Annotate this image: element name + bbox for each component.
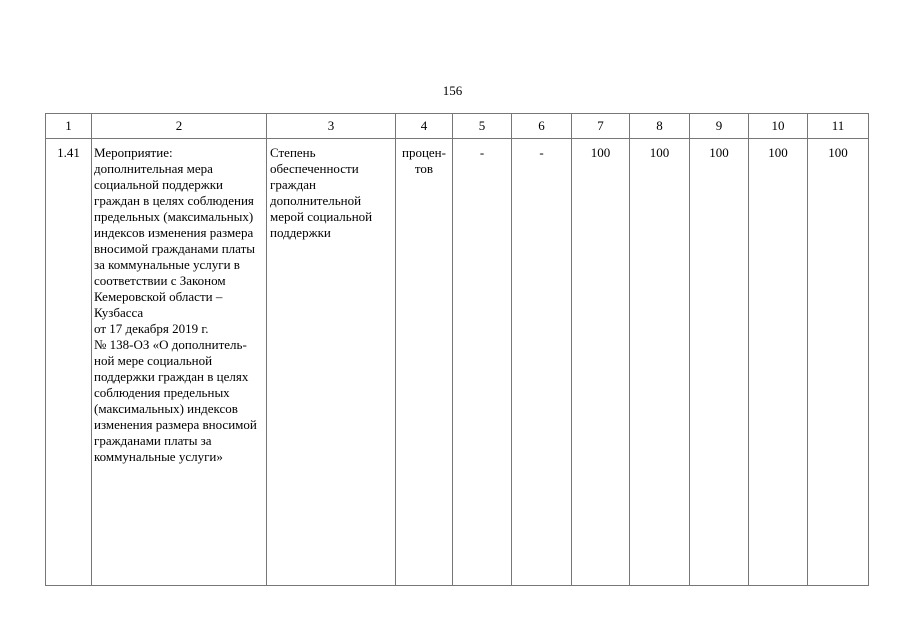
column-header: 4 xyxy=(396,114,453,139)
column-header: 3 xyxy=(267,114,396,139)
page-number: 156 xyxy=(442,83,463,98)
text-line: Степень xyxy=(270,145,316,160)
value-9: 100 xyxy=(690,139,749,586)
column-header: 9 xyxy=(690,114,749,139)
value-7: 100 xyxy=(572,139,630,586)
column-header: 10 xyxy=(749,114,808,139)
text-line: от 17 декабря 2019 г. xyxy=(94,321,209,336)
value-11: 100 xyxy=(808,139,869,586)
text-line: № 138-ОЗ «О дополнитель- xyxy=(94,337,247,352)
row-number: 1.41 xyxy=(46,139,92,586)
text-line: (максимальных) индексов xyxy=(94,401,238,416)
measure-name-cell xyxy=(92,139,267,586)
column-header: 7 xyxy=(572,114,630,139)
text-line: Кемеровской области – xyxy=(94,289,223,304)
text-line: коммунальные услуги» xyxy=(94,449,223,464)
text-line: изменения размера вносимой xyxy=(94,417,257,432)
text-line: обеспеченности xyxy=(270,161,359,176)
value-10: 100 xyxy=(749,139,808,586)
text-line: Кузбасса xyxy=(94,305,144,320)
text-line: процен- xyxy=(402,145,446,160)
indicator-name-cell xyxy=(267,139,396,586)
column-header: 1 xyxy=(46,114,92,139)
text-line: тов xyxy=(414,161,434,176)
text-line: граждан xyxy=(270,177,316,192)
value-5: - xyxy=(453,139,512,586)
text-line: социальной поддержки xyxy=(94,177,223,192)
text-line: соответствии с Законом xyxy=(94,273,226,288)
text-line: поддержки xyxy=(270,225,331,240)
text-line: мерой социальной xyxy=(270,209,373,224)
column-header: 11 xyxy=(808,114,869,139)
unit xyxy=(396,145,452,177)
text-line: индексов изменения размера xyxy=(94,225,254,240)
column-header: 2 xyxy=(92,114,267,139)
value-6: - xyxy=(512,139,572,586)
indicator-table xyxy=(45,113,869,586)
unit-cell xyxy=(396,139,453,586)
text-line: предельных (максимальных) xyxy=(94,209,254,224)
column-header: 5 xyxy=(453,114,512,139)
text-line: поддержки граждан в целях xyxy=(94,369,249,384)
text-line: Мероприятие: xyxy=(94,145,173,160)
text-line: дополнительной xyxy=(270,193,362,208)
indicator-name xyxy=(270,145,395,241)
column-header: 6 xyxy=(512,114,572,139)
text-line: гражданами платы за xyxy=(94,433,212,448)
text-line: вносимой гражданами платы xyxy=(94,241,256,256)
text-line: за коммунальные услуги в xyxy=(94,257,240,272)
table-row xyxy=(46,139,869,586)
text-line: ной мере социальной xyxy=(94,353,213,368)
text-line: дополнительная мера xyxy=(94,161,213,176)
header-row xyxy=(46,114,869,139)
column-header: 8 xyxy=(630,114,690,139)
text-line: граждан в целях соблюдения xyxy=(94,193,254,208)
measure-name xyxy=(94,145,266,465)
text-line: соблюдения предельных xyxy=(94,385,230,400)
value-8: 100 xyxy=(630,139,690,586)
